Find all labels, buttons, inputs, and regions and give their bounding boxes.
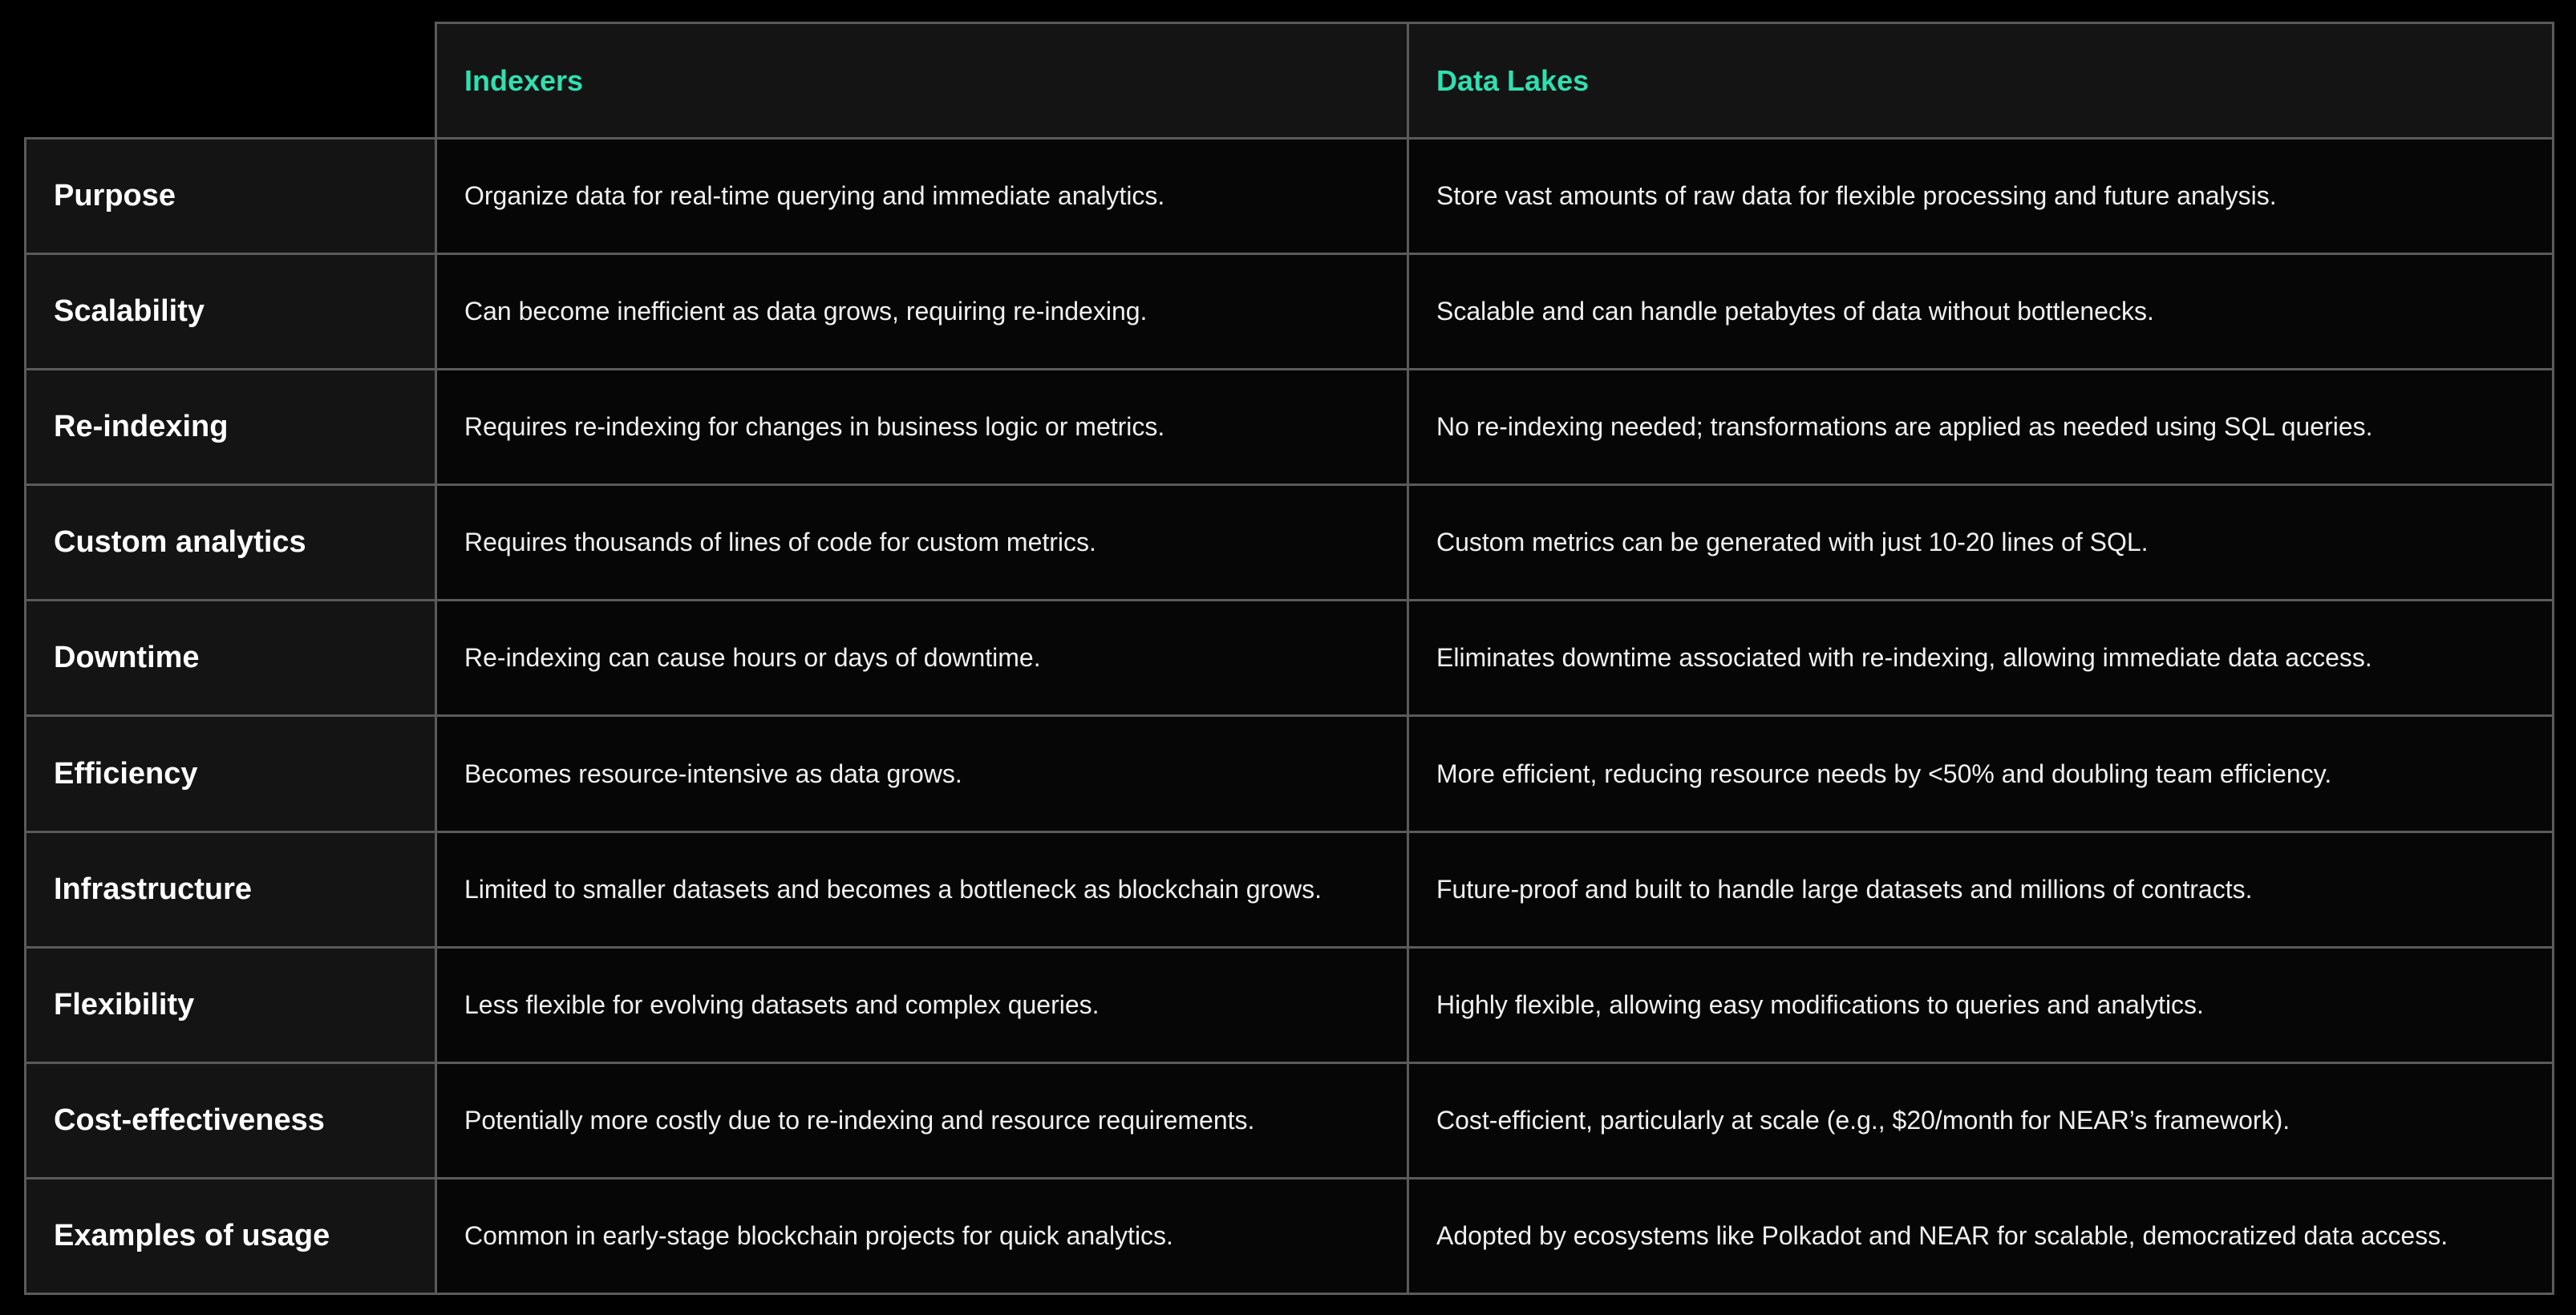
corner-cell [26,23,436,139]
column-header-data-lakes: Data Lakes [1408,23,2554,139]
row-label: Cost-effectiveness [26,1062,436,1178]
table-row [26,831,2554,947]
data-lakes-cell: No re-indexing needed; transformations are applied as needed using SQL queries. [1408,370,2554,485]
data-lakes-cell: Future-proof and built to handle large datasets and millions of contracts. [1408,831,2554,947]
indexers-cell: Requires thousands of lines of code for custom metrics. [436,485,1408,601]
data-lakes-cell: More efficient, reducing resource needs by <50% and doubling team efficiency. [1408,716,2554,831]
data-lakes-cell: Custom metrics can be generated with just 10-20 lines of SQL. [1408,485,2554,601]
indexers-cell: Re-indexing can cause hours or days of downtime. [436,601,1408,716]
table-row [26,139,2554,254]
table-row [26,1062,2554,1178]
data-lakes-cell: Highly flexible, allowing easy modifications to queries and analytics. [1408,947,2554,1062]
table-row [26,370,2554,485]
data-lakes-cell: Scalable and can handle petabytes of data without bottlenecks. [1408,254,2554,370]
header-row [26,23,2554,139]
row-label: Purpose [26,139,436,254]
indexers-cell: Requires re-indexing for changes in business logic or metrics. [436,370,1408,485]
indexers-cell: Common in early-stage blockchain projects for quick analytics. [436,1178,1408,1293]
row-label: Custom analytics [26,485,436,601]
data-lakes-cell: Adopted by ecosystems like Polkadot and NEAR for scalable, democratized data access. [1408,1178,2554,1293]
indexers-cell: Can become inefficient as data grows, requiring re-indexing. [436,254,1408,370]
row-label: Infrastructure [26,831,436,947]
column-header-indexers: Indexers [436,23,1408,139]
comparison-table-container [24,22,2552,1295]
row-label: Downtime [26,601,436,716]
comparison-table [24,22,2554,1295]
row-label: Scalability [26,254,436,370]
indexers-cell: Potentially more costly due to re-indexing and resource requirements. [436,1062,1408,1178]
table-row [26,716,2554,831]
data-lakes-cell: Eliminates downtime associated with re-indexing, allowing immediate data access. [1408,601,2554,716]
table-row [26,601,2554,716]
row-label: Efficiency [26,716,436,831]
indexers-cell: Limited to smaller datasets and becomes a bottleneck as blockchain grows. [436,831,1408,947]
indexers-cell: Less flexible for evolving datasets and complex queries. [436,947,1408,1062]
table-row [26,1178,2554,1293]
indexers-cell: Organize data for real-time querying and immediate analytics. [436,139,1408,254]
row-label: Re-indexing [26,370,436,485]
table-row [26,485,2554,601]
table-row [26,947,2554,1062]
data-lakes-cell: Store vast amounts of raw data for flexible processing and future analysis. [1408,139,2554,254]
table-body [26,139,2554,1294]
row-label: Flexibility [26,947,436,1062]
row-label: Examples of usage [26,1178,436,1293]
table-row [26,254,2554,370]
data-lakes-cell: Cost-efficient, particularly at scale (e.g., $20/month for NEAR’s framework). [1408,1062,2554,1178]
indexers-cell: Becomes resource-intensive as data grows. [436,716,1408,831]
